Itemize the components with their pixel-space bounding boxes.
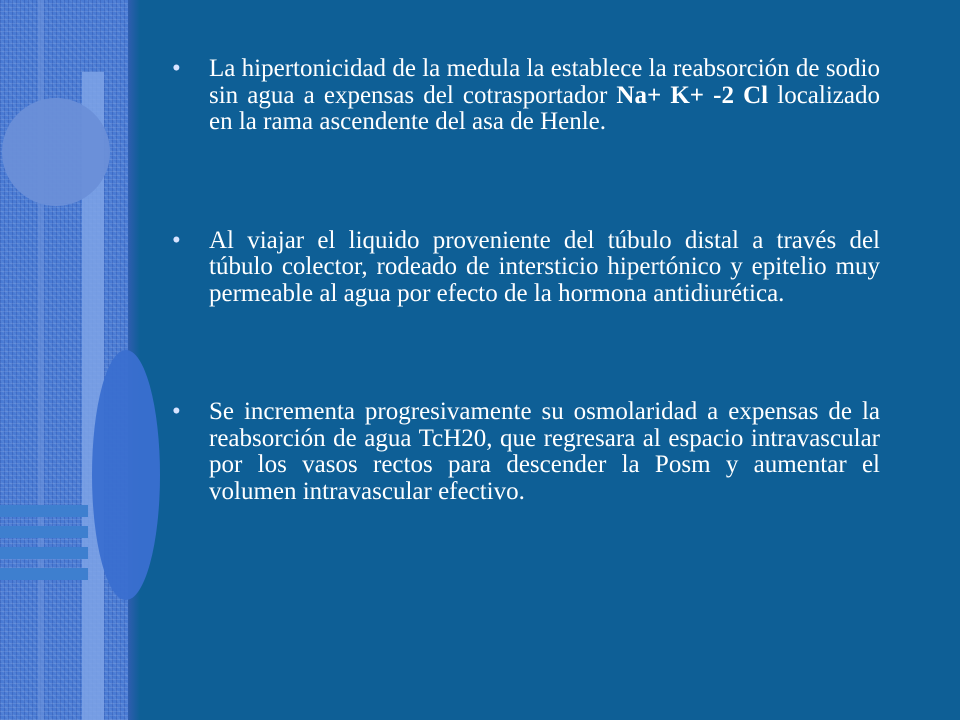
decorative-oval (92, 350, 160, 600)
bullet-dot-icon: • (172, 226, 181, 254)
decorative-stripe (0, 526, 88, 538)
bullet-text: La hipertonicidad de la medula la establece la reabsorción de sodio sin agua a expensas del cotrasportador Na+ K+ -2 Cl localizado en la rama ascendente del asa de Henle. (209, 55, 880, 135)
decorative-stripe (0, 568, 88, 580)
bullet-dot-icon: • (172, 55, 181, 82)
bullet-text: Al viajar el liquido proveniente del túbulo distal a través del túbulo colector, rodeado de intersticio hipertónico y epitelio muy permeable al agua por efecto de la hormona antidiurética. (209, 226, 880, 307)
bullet-bold-text: Na+ K+ -2 Cl (616, 81, 769, 109)
bullet-item (172, 399, 880, 505)
bullet-item (172, 56, 880, 136)
decorative-circle (2, 98, 110, 206)
bullet-item (172, 228, 880, 308)
bullet-list (172, 56, 880, 505)
decorative-stripe (0, 505, 88, 517)
bullet-dot-icon: • (172, 398, 181, 425)
bullet-text: Se incrementa progresivamente su osmolaridad a expensas de la reabsorción de agua TcH20, que regresara al espacio intravascular por los vasos rectos para descender la Posm y aumentar el volumen intravascular efectivo. (209, 398, 880, 505)
decorative-stripe (0, 547, 88, 559)
